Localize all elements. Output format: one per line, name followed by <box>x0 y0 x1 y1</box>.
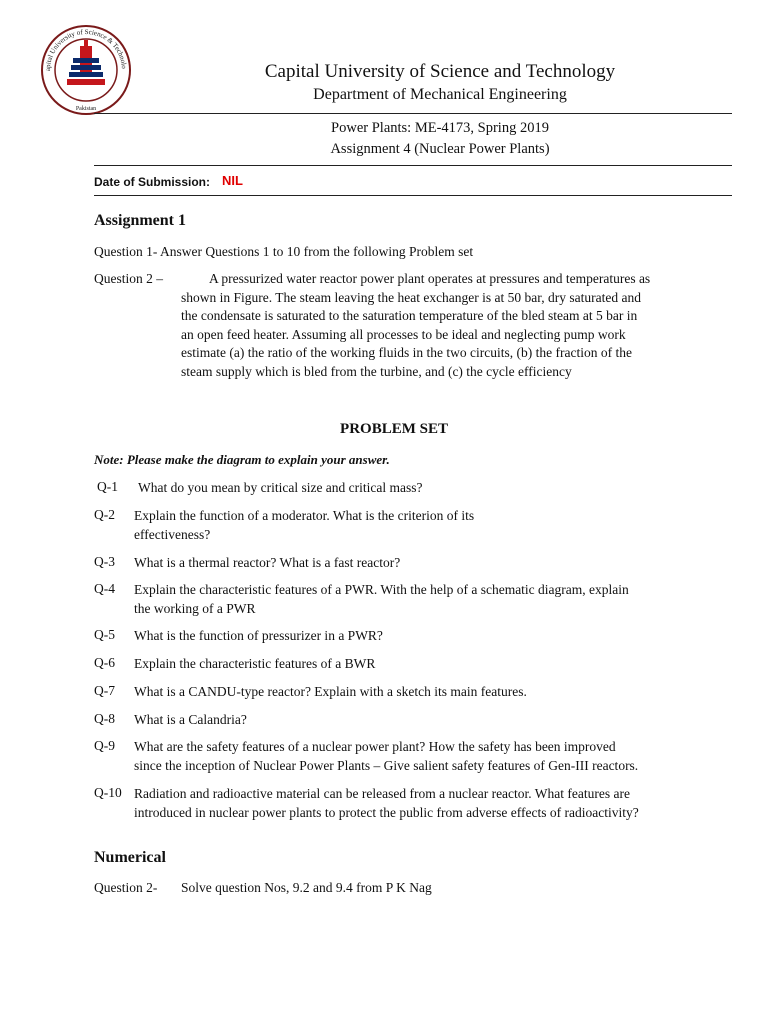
numerical-question-text: Solve question Nos, 9.2 and 9.4 from P K Nag <box>181 880 432 895</box>
question-text <box>134 554 734 573</box>
question-text <box>134 507 734 544</box>
question-text <box>134 581 734 618</box>
course-title: Power Plants: ME-4173, Spring 2019 <box>331 120 549 136</box>
question-text <box>138 479 738 498</box>
question-text <box>134 785 734 822</box>
question-line: What is a thermal reactor? What is a fast reactor? <box>134 555 401 570</box>
numerical-heading: Numerical <box>94 849 166 866</box>
question-number: Q-3 <box>94 554 115 569</box>
question-number: Q-4 <box>94 581 115 596</box>
question-line: Explain the characteristic features of a BWR <box>134 656 376 671</box>
question-line: since the inception of Nuclear Power Plants – Give salient safety features of Gen-III reactors. <box>134 757 639 773</box>
question-2-line: A pressurized water reactor power plant operates at pressures and temperatures as <box>209 271 651 286</box>
question-line: Radiation and radioactive material can be released from a nuclear reactor. What features are <box>134 786 630 801</box>
question-text <box>134 738 734 775</box>
question-1-text: Question 1- Answer Questions 1 to 10 from the following Problem set <box>94 244 474 259</box>
university-logo <box>40 24 132 116</box>
question-number: Q-10 <box>94 785 122 800</box>
question-line: effectiveness? <box>134 526 211 542</box>
question-2-line: an open feed heater. Assuming all processes to be ideal and neglecting pump work <box>181 326 626 342</box>
assignment-title: Assignment 4 (Nuclear Power Plants) <box>330 141 550 157</box>
question-number: Q-6 <box>94 655 115 670</box>
problem-set-title: PROBLEM SET <box>340 421 448 437</box>
question-text <box>134 711 734 730</box>
numerical-question-label: Question 2- <box>94 880 158 895</box>
university-name: Capital University of Science and Technology <box>264 61 616 82</box>
question-line: What is a CANDU-type reactor? Explain with a sketch its main features. <box>134 684 527 699</box>
header-divider-top <box>94 113 732 114</box>
question-line: What is the function of pressurizer in a PWR? <box>134 628 383 643</box>
question-line: the working of a PWR <box>134 600 256 616</box>
question-number: Q-8 <box>94 711 115 726</box>
svg-text:Pakistan: Pakistan <box>75 106 97 112</box>
question-number: Q-5 <box>94 627 115 642</box>
assignment-heading: Assignment 1 <box>94 212 187 229</box>
question-number: Q-1 <box>97 479 118 494</box>
question-line: Explain the characteristic features of a PWR. With the help of a schematic diagram, explain <box>134 582 629 597</box>
department-name: Department of Mechanical Engineering <box>313 86 567 103</box>
question-text <box>134 655 734 674</box>
question-2-label: Question 2 – <box>94 271 163 286</box>
svg-text:Capital University of Science: apital University of Science & Technolo <box>43 27 129 72</box>
header-divider-bottom <box>94 195 732 196</box>
question-line: introduced in nuclear power plants to protect the public from adverse effects of radioactivity? <box>134 804 639 820</box>
question-2-line: estimate (a) the ratio of the working fluids in the two circuits, (b) the fraction of the <box>181 345 632 360</box>
question-text <box>134 683 734 702</box>
question-2-line: the condensate is saturated to the saturation temperature of the bled steam at 5 bar in <box>181 308 638 323</box>
question-text <box>134 627 734 646</box>
question-line: What is a Calandria? <box>134 712 247 727</box>
question-number: Q-2 <box>94 507 115 522</box>
problem-set-note: Note: Please make the diagram to explain your answer. <box>94 452 390 467</box>
question-2-line: steam supply which is bled from the turbine, and (c) the cycle efficiency <box>181 363 572 379</box>
question-2-body <box>181 270 651 381</box>
question-number: Q-9 <box>94 738 115 753</box>
question-line: Explain the function of a moderator. What is the criterion of its <box>134 508 475 523</box>
question-line: What do you mean by critical size and critical mass? <box>138 480 423 495</box>
submission-value: NIL <box>222 173 243 188</box>
submission-label: Date of Submission: <box>94 175 211 189</box>
question-2-line: shown in Figure. The steam leaving the heat exchanger is at 50 bar, dry saturated and <box>181 289 641 305</box>
question-number: Q-7 <box>94 683 115 698</box>
question-line: What are the safety features of a nuclear power plant? How the safety has been improved <box>134 739 616 754</box>
header-divider-middle <box>94 165 732 166</box>
